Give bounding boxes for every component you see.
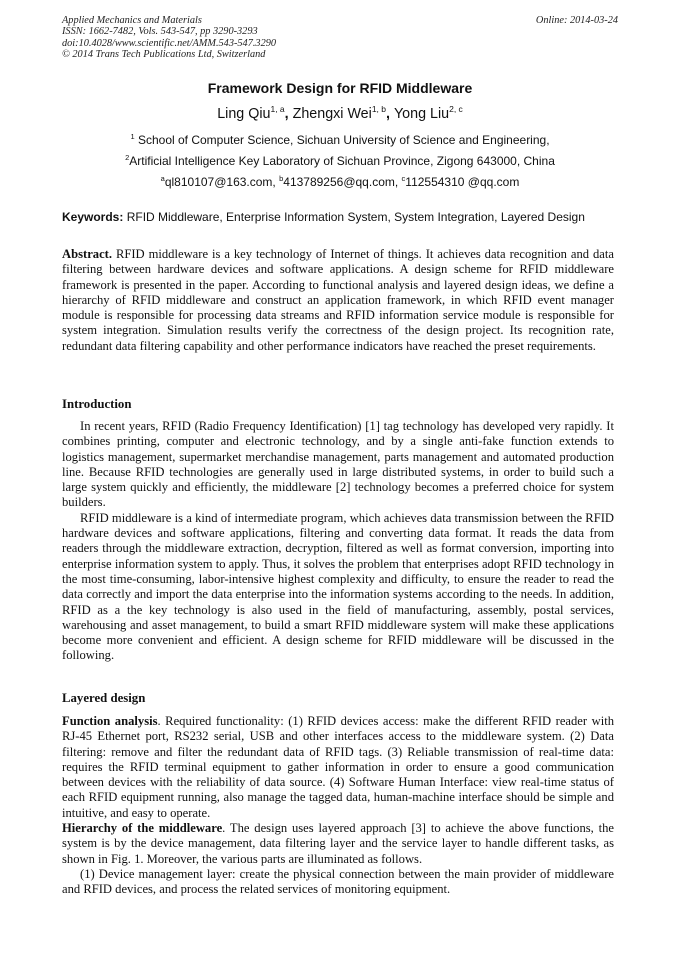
affiliation-2 — [62, 153, 618, 168]
journal-header — [62, 15, 618, 61]
abstract-label: Abstract. — [62, 247, 113, 261]
affiliation-text: Artificial Intelligence Key Laboratory of Sichuan Province, Zigong 643000, China — [129, 154, 555, 168]
email-text[interactable]: 413789256@qq.com, — [283, 175, 402, 189]
issn-line: ISSN: 1662-7482, Vols. 543-547, pp 3290-3293 — [62, 26, 258, 38]
journal-name: Applied Mechanics and Materials — [62, 15, 202, 26]
email-sup: c — [401, 174, 406, 183]
abstract — [62, 247, 614, 354]
email-text[interactable]: ql810107@163.com, — [164, 175, 280, 189]
author-name: Zhengxi Wei — [292, 106, 372, 122]
email-text[interactable]: 112554310 @qq.com — [405, 175, 520, 189]
paragraph: In recent years, RFID (Radio Frequency Identification) [1] tag technology has developed very rapidly. It combines printing, computer and electronic technology, and by a single anti-fake function extends to logistics management, supermarket merchandise management, parts management and automated production line. Because RFID technologies are generally used in large distributed systems, in order to build such a large system quickly and efficiently, the middleware [2] technology becomes a preferred choice for system builders. — [62, 419, 614, 510]
author-sup: 1, a — [270, 104, 285, 114]
abstract-text: RFID middleware is a key technology of Internet of things. It achieves data recognition and data filtering between hardware devices and software applications. A design scheme for RFID middleware framework is presented in the paper. According to functional analysis and layered design ideas, we define a hierarchy of RFID middleware and construct an application framework, in which RFID event manager module is responsible for processing data streams and RFID information service module is responsible for system integration. Simulation results verify the correctness of the design project. Its recognition rate, redundant data filtering capability and other performance indicators have reached the preset requirements. — [62, 247, 614, 353]
doi-line[interactable]: doi:10.4028/www.scientific.net/AMM.543-547.3290 — [62, 37, 277, 49]
hierarchy-text: . The design uses layered approach [3] to achieve the above functions, the system is by the device management, data filtering layer and the service layer to handle different tasks, as shown in Fig. 1. Moreover, the various parts are illuminated as follows. — [62, 821, 614, 866]
paragraph — [62, 821, 614, 867]
keywords — [62, 210, 618, 224]
affiliation-1 — [62, 132, 618, 147]
author-sup: 2, c — [449, 104, 463, 114]
keywords-label: Keywords: — [62, 210, 124, 224]
email-line — [62, 174, 618, 189]
paper-title: Framework Design for RFID Middleware — [207, 80, 473, 96]
hierarchy-label: Hierarchy of the middleware — [62, 821, 223, 836]
copyright-line: © 2014 Trans Tech Publications Ltd, Switzerland — [62, 49, 266, 61]
function-analysis-label: Function analysis — [62, 714, 158, 728]
section-heading-introduction: Introduction — [62, 397, 132, 411]
author-line: Ling Qiu$^{1, a}$, Zhengxi Wei$^{1, b}$, Yong Liu$^{2, c}$ — [217, 104, 463, 122]
paragraph — [62, 714, 614, 821]
affiliation-sup: 1 — [130, 132, 135, 141]
email-sup: b — [279, 174, 284, 183]
author-sup: 1, b — [371, 104, 386, 114]
online-date: Online: 2014-03-24 — [535, 15, 618, 26]
email-sup: a — [160, 174, 165, 183]
keywords-text: RFID Middleware, Enterprise Information System, System Integration, Layered Design — [123, 210, 585, 224]
introduction-body — [62, 419, 614, 664]
section-heading-layered-design: Layered design — [62, 691, 146, 705]
paragraph: (1) Device management layer: create the physical connection between the main provider of middleware and RFID devices, and process the related services of monitoring equipment. — [62, 866, 614, 897]
affiliation-text: School of Computer Science, Sichuan University of Science and Engineering, — [137, 133, 550, 147]
paragraph: RFID middleware is a kind of intermediate program, which achieves data transmission between the RFID hardware devices and software applications, filtering and converting data format. It reads the data from readers through the middleware extraction, decryption, filtered as well as format conversion, importing into enterprise information system to apply. Thus, it solves the problem that enterprises adopt RFID technology in the most time-consuming, labor-intensive highest complexity and difficulty, to ensure the reader to read the data correctly and import the data enterprise into the information systems according to the needs. In addition, RFID as a the key technology is also used in the field of manufacturing, assembly, postal services, warehousing and asset management, to build a smart RFID middleware system will make these applications become more convenient and efficient. A design scheme for RFID middleware will be discussed in the following. — [62, 510, 614, 663]
author-name: Yong Liu — [393, 106, 450, 122]
function-analysis-text: . Required functionality: (1) RFID devices access: make the different RFID reader with RJ-45 Ethernet port, RS232 serial, USB and other interfaces access to the middleware system. (2) Data filtering: remove and filter the redundant data of RFID tags. (3) Reliable transmission of real-time data: requires the RFID terminal equipment to gather information in order to ensure a good communication between devices with the reliability of data source. (4) Software Human Interface: view real-time status of each RFID equipment running, also manage the tagged data, human-machine interface should be simple and intuitive, and easy to operate. — [62, 714, 614, 820]
author-name: Ling Qiu — [217, 106, 271, 122]
layered-design-body — [62, 714, 614, 898]
affiliation-sup: 2 — [125, 153, 130, 162]
